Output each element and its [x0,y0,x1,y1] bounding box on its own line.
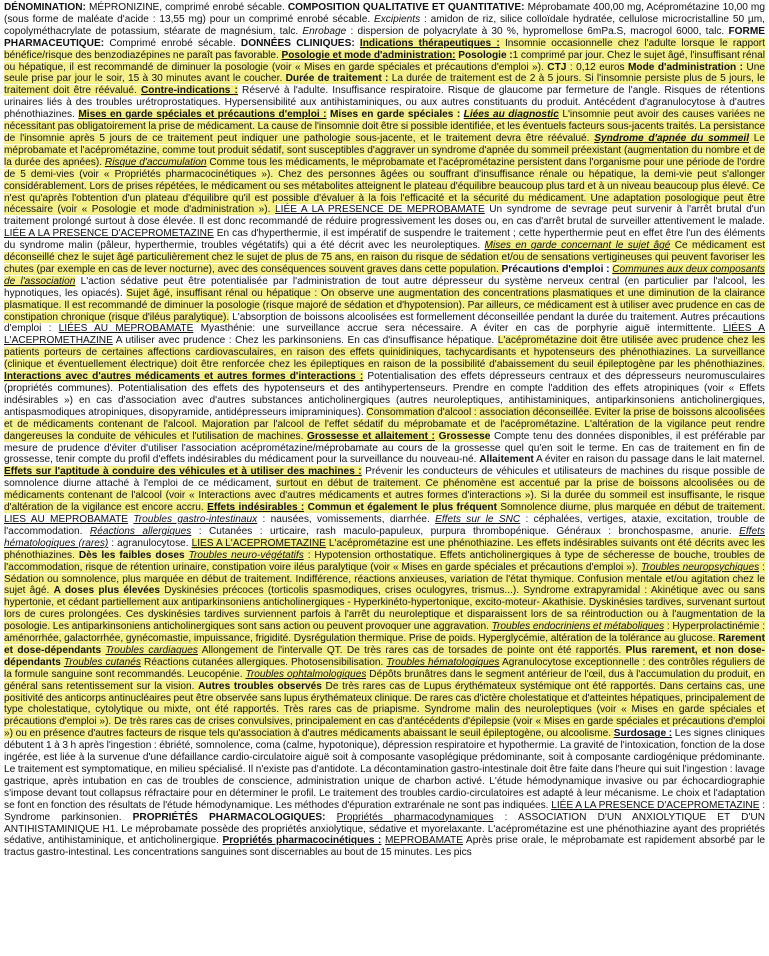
body-text: Myasthénie: une surveillance accrue sera nécessaire. A éviter en cas de porphyrie aiguë intermittente. [193,323,723,335]
body-text: Enrobage [302,25,347,37]
body-text: Comprimé enrobé sécable. [104,37,241,49]
body-text: Un syndrome de sevrage peut survenir à l'arrêt brutal d'un traitement prolongé surtout à dose élevée. Il est donc recommandé de réduire progressivement les doses ou, en cas d'arrêt brutal de surveiller attentivement le malade. [4,204,765,228]
section-heading-text: Posologie et mode d'administration: [281,49,456,61]
body-text: 1 comprimé par jour. Chez le sujet âgé, l'insuffisant rénal ou hépatique, il est recommandé de diminuer la posologie (voir « Mises en garde spéciales et précautions d'emploi »). [4,49,766,73]
body-text: : Hyperprolactinémie : aménorrhée, galactorrhée, gynécomastie, impuissance, frigidité. Dysrégulation thermique. Prise de poids. Hyperglycémie, altération de la tolérance au glucose. [4,621,766,645]
body-text: Ce médicament est déconseillé chez le sujet âgé particulièrement chez le sujet de plus de 75 ans, en raison du risque de sédation et/ou de sensations vertigineuses qui peuvent favoriser les chutes (par exemple en cas de lever nocturne), avec des conséquences souvent graves dans cette population. [4,240,766,275]
body-text: Méprobamate 400,00 mg, Acéprométazine 10,00 mg (sous forme de maléate d'acide : 13,55 mg) pour un comprimé enrobé sécable. [4,2,765,25]
body-text: : 0,12 euros [566,61,628,73]
section-heading-text: Troubles cardiaques [105,644,198,656]
section-heading-text: LIES AU MEPROBAMATE [4,513,129,525]
body-text: Allongement de l'intervalle QT. De très rares cas de torsades de pointe ont été rapportés. [197,644,626,656]
section-heading-text: Troubles cutanés [63,656,141,668]
section-heading-text: Surdosage : [613,728,673,740]
body-text: : Syndrome parkinsonien. [4,799,766,823]
body-text: Excipients [373,13,421,25]
section-heading-text: LIÉE A LA PRESENCE DE MEPROBAMATE [275,204,485,216]
body-text: Dépôts brunâtres dans le segment antérieur de l'œil, dus à l'accumulation du produit, en général sans retentissement sur la vision. [4,668,765,692]
section-heading-text: A doses plus élevées [53,585,161,597]
section-heading-text: DONNÉES CLINIQUES: [240,37,355,49]
section-heading-text: Réactions allergiques [89,525,192,537]
section-heading-text: Grossesse [438,430,491,442]
body-text: : Sédation ou somnolence, plus marquée en début de traitement. Indifférence, réactions anxieuses, variation de l'état thymique. Confusion mentale et/ou agitation chez le sujet âgé. [4,561,765,597]
section-heading-text: LIÉE A LA PRESENCE D'ACEPROMETAZINE [551,799,760,811]
section-heading-text: Contre-indications : [140,85,238,97]
body-text: : Hypotension orthostatique. Effets anticholinergiques à type de sécheresse de bouche, troubles de l'accommodation, risque de rétention urinaire, constipation voire iléus paralytique (voir « Mises en garde spéciales et précautions d'emploi »). [4,549,766,573]
section-heading-text: LIÉES AU MEPROBAMATE [58,323,194,335]
body-text: Somnolence diurne, plus marquée en début de traitement. [496,502,766,514]
body-text: : agranulocytose. [108,537,192,549]
body-text: De très rares cas de Lupus érythémateux systémique ont été rapportés. Dans certains cas, une positivité des anticorps antinucléaires peut être observée sans lupus érythémateux clinique. De rares cas d'ictère cholestatique et d'atteintes hépatiques, principalement de type cholestatique, cytolytique ou mixte, ont été rapportés. Très rares cas de priapisme. Syndrome malin des neuroleptiques (voir « Mises en garde spéciales et précautions d'emploi »). De très rares cas de crises convulsives, principalement en cas d'antécédents d'épilepsie (voir « Mises en garde spéciales et précautions d'emploi ») ou en présence d'autres facteurs de risque tels qu'association à d'autres médicaments abaissant le seuil épileptogène, ou alcoolisme. [4,680,765,740]
body-text: : Cutanées : urticaire, rash maculo-papuleux, purpura thrombopénique. Généraux : bronchospasme, anurie. [191,525,740,537]
section-heading-text: Commun et également le plus fréquent [307,502,497,514]
section-heading-text: CTJ [547,61,567,73]
section-heading-text: COMPOSITION QUALITATIVE ET QUANTITATIVE: [287,2,525,13]
section-heading-text: Propriétés pharmacocinétiques : [222,835,382,847]
body-text: L'insomnie peut avoir des causes variées ne nécessitant pas obligatoirement la prise de médicament. La cause de l'insomnie doit être si possible identifiée, et les éventuels facteurs sous-jacents traités. La persistance de l'insomnie après 5 jours de ce traitement peut indiquer une pathologie sous-jacente, et le traitement devra être réévalué. [4,109,765,144]
section-heading-text: Troubles endocriniens et métaboliques [491,621,665,633]
body-text: Agranulocytose exceptionnelle : des contrôles réguliers de la formule sanguine sont recommandés. Leucopénie. [4,656,765,680]
section-heading-text: Posologie : [458,49,513,61]
body-text: : amidon de riz, silice colloïdale hydratée, cellulose microcristalline 50 µm, copolyméthacrylate de potassium, stéarate de magnésium, talc. [4,13,765,37]
section-heading-text: Risque d'accumulation [104,156,207,168]
section-heading-text: Durée de traitement : [285,73,389,85]
section-heading-text: Communes aux deux composants de l'association [4,263,765,287]
section-heading-text: Mises en garde spéciales : [329,109,461,121]
body-text: Prévenir les conducteurs de véhicules et utilisateurs de machines du risque possible de somnolence diurne attaché à l'emploi de ce médicament, [4,466,765,490]
section-heading-text: FORME PHARMACEUTIQUE: [4,25,766,49]
body-text: surtout en début de traitement. Ce phénomène est accentué par la prise de boissons alcoolisées ou de médicaments contenant de l'alcool (voir « Interactions avec d'autres médicaments et autres formes d'interactions »). Si la durée du sommeil est insuffisante, le risque d'altération de la vigilance est encore accru. [4,478,765,514]
body-text: L'action sédative peut être potentialisée par l'administration de tout autre dépresseur du système nerveux central (en particulier par l'alcool, les hypnotiques, les opiacés). [4,275,765,299]
body-text: Compte tenu des données disponibles, il est préférable par mesure de prudence d'éviter d'utiliser l'association acéprométazine/méprobamate au cours de la grossesse quel qu'en soit le terme. En cas de traitement en fin de grossesse, tenir compte du profil d'effets indésirables du médicament pour la surveillance du nouveau-né. [4,430,765,466]
body-text: A éviter en raison du passage dans le lait maternel. [533,454,765,466]
section-heading-text: Liées au diagnostic [463,109,559,121]
body-text [185,550,189,561]
body-text: Réactions cutanées allergiques. Photosensibilisation. [141,656,387,668]
body-text [325,812,336,823]
body-text: La durée de traitement est de 2 à 5 jours. Si l'insomnie persiste plus de 5 jours, le traitement doit être réévalué. [4,73,766,97]
section-heading-text: Mode d'administration : [627,61,743,73]
section-heading-text: Troubles hématologiques [386,656,500,668]
section-heading-text: Précautions d'emploi : [501,263,610,275]
section-heading-text: Autres troubles observés [198,680,322,692]
section-heading-text: Dès les faibles doses [78,549,185,561]
body-text: Potentialisation des effets dépresseurs centraux et des dépresseurs neuromusculaires (propriétés communes). Potentialisation des effets des hypotenseurs et des antihypertenseurs. Prendre en compte l'addition des effets atropiniques (voir « Effets indésirables ») en cas d'association avec d'autres substances anticholinergiques (autres neuroleptiques, antihistaminiques, antiparkinsoniens anticholinergiques, antispasmodiques atropiniques, disopyramide, antidépresseurs imipraminiques). [4,371,765,418]
body-text: Une seule prise par jour le soir, 15 à 30 minutes avant le coucher. [4,61,766,85]
body-text: : ASSOCIATION D'UN ANXIOLYTIQUE ET D'UN ANTIHISTAMINIQUE H1. Le méprobamate possède des propriétés anxiolytique, sédative et myorelaxante. L'acéprométazine est une phénothiazine ayant des propriétés sédative, antihistaminique, et anticholinergique. [4,811,766,847]
section-heading-text: Effets indésirables : [207,502,305,514]
body-text: : dispersion de polyacrylate à 30 %, hypromellose 6mPa.S, macrogol 6000, talc. [346,25,729,37]
section-heading-text: Grossesse et allaitement : [307,430,435,442]
body-text: Insomnie occasionnelle chez l'adulte lorsque le rapport bénéfice/risque des benzodiazépines ne paraît pas favorable. [4,37,765,61]
body-text: Sujet âgé, insuffisant rénal ou hépatique : On observe une augmentation des concentrations plasmatiques et une diminution de la clairance plasmatique. Il est recommandé de diminuer la posologie (risque majoré de sédation et d'hypotension). Par ailleurs, ce médicament est à utiliser avec prudence en cas de constipation chronique (risque d'iléus paralytique). [4,287,765,323]
body-text: Réservé à l'adulte. Insuffisance respiratoire. Risque de glaucome par fermeture de l'angle. Risques de rétentions urinaires liés à des troubles urétroprostatiques. Hypersensibilité aux antihistaminiques, ou aux autres constituants du produit. Antécédent d'agranulocytose à d'autres phénothiazines. [4,85,765,121]
section-heading-text: MEPROBAMATE [384,835,463,847]
section-heading-text: Troubles gastro-intestinaux [133,513,258,525]
body-text: Comme tous les médicaments, le méprobamate et l'acéprométazine persistent dans l'organisme pour une période de l'ordre de 5 demi-vies (voir « Propriétés pharmacocinétiques »). Chez des personnes âgées ou souffrant d'insuffisance rénale ou hépatique, la demi-vie peut s'allonger considérablement. Lors de prises répétées, le médicament ou ses métabolites atteignent le plateau d'équilibre beaucoup plus tard et à un niveau beaucoup plus élevé. Ce n'est qu'après l'obtention d'un plateau d'équilibre qu'il est possible d'évaluer à la fois l'efficacité et la sécurité du médicament. Une adaptation posologique peut être nécessaire (voir « Posologie et mode d'administration »). [4,156,765,216]
body-text: Le méprobamate et l'acéprométazine, comme tout produit sédatif, sont susceptibles d'aggraver un syndrome d'apnée du sommeil préexistant (augmentation du nombre et de la durée des apnées). [4,132,766,168]
section-heading-text: Effets hématologiques (rares) [4,525,765,549]
section-heading-text: Interactions avec d'autres médicaments et autres formes d'interactions : [4,371,364,383]
body-text: : céphalées, vertiges, ataxie, excitation, trouble de l'accommodation. [4,513,765,537]
section-heading-text: Troubles neuro-végétatifs [188,549,304,561]
section-heading-text: Effets sur le SNC [435,513,521,525]
section-heading-text: LIES A L'ACEPROMETAZINE [191,537,326,549]
section-heading-text: Troubles neuropsychiques [641,561,760,573]
body-text: MÉPRONIZINE, comprimé enrobé sécable. [85,2,288,13]
section-heading-text: Propriétés pharmacodynamiques [336,811,494,823]
section-heading-text: LIÉES A L'ACEPROMETHAZINE [4,323,765,347]
section-heading-text: Indications thérapeutiques : [359,37,500,49]
leaflet-text-body [4,2,765,859]
body-text: Dyskinésies précoces (torticolis spasmodiques, crises oculogyres, trismus...). Syndrome extrapyramidal : Akinétique avec ou sans hypertonie, et cédant partiellement aux antiparkinsoniens anticholinergiques - Hyperkinéto-hypertonique, excito-moteur- Akathisie. Dyskinésies tardives, survenant surtout lors de cures prolongées. Ces dyskinésies tardives surviennent parfois à l'arrêt du neuroleptique et disparaissent lors de sa réintroduction ou à l'augmentation de la posologie. Les antiparkinsoniens anticholinergiques sont sans action ou peuvent provoquer une aggravation. [4,585,765,633]
section-heading-text: PROPRIÉTÉS PHARMACOLOGIQUES: [132,811,326,823]
body-text: Après prise orale, le méprobamate est rapidement absorbé par le tractus gastro-intestinal. Les concentrations sanguines sont discernables au bout de 15 minutes. Les pics [4,835,766,859]
section-heading-text: Troubles ophtalmologiques [245,668,367,680]
body-text: L'absorption de boissons alcoolisées est formellement déconseillée pendant la durée du traitement. Autres précautions d'emploi : [4,311,765,335]
body-text: Les signes cliniques débutent 1 à 3 h après l'ingestion : ébriété, somnolence, coma (calme, hypotonique), dépression respiratoire et hypothermie. La gravité de l'intoxication, fonction de la dose ingérée, est liée à la survenue d'une défaillance cardio-circulatoire aiguë soit à composante vasoplégique prédominante, soit à composante cardiogénique prédominante. Le traitement est symptomatique, en milieu spécialisé. Il n'existe pas d'antidote. La décontamination gastro-intestinale doit être faite dans l'heure qui suit l'ingestion : lavage gastrique, après intubation en cas de troubles de conscience, administration unique de charbon activé. L'étude hémodynamique invasive ou par échocardiographie s'impose devant tout collapsus réfractaire pour en déterminer le profil. Le traitement des troubles cardio-circulatoires est adapté à leur mécanisme. Le choix et l'adaptation se font en fonction des résultats de l'étude hémodynamique. Les méthodes d'épuration extrarénale ne sont pas indiquées. [4,728,765,811]
section-heading-text: Rarement et dose-dépendants [4,633,765,656]
section-heading-text: Mises en garde concernant le sujet âgé [484,240,671,252]
body-text: L'acéprométazine est une phénothiazine. Les effets indésirables suivants ont été décrits avec les phénothiazines. [4,537,765,561]
section-heading-text: DÉNOMINATION: [4,2,86,13]
section-heading-text: Syndrome d'apnée du sommeil [594,132,750,144]
body-text: Consommation d'alcool : association déconseillée. Eviter la prise de boissons alcoolisées et de médicaments contenant de l'alcool. Majoration par l'alcool de l'effet sédatif du méprobamate et de l'acéprométazine. L'altération de la vigilance peut rendre dangereuses la conduite de véhicules et l'utilisation de machines. [4,406,765,442]
section-heading-text: Mises en garde spéciales et précautions d'emploi : [78,109,327,121]
body-text: L'acéprométazine doit être utilisée avec prudence chez les patients porteurs de certaines affections cardiovasculaires, en raison des effets quinidiniques, tachycardisants et hypotenseurs des phénothiazines. La surveillance (clinique et éventuellement électrique) doit être renforcée chez les épileptiques en raison de la possibilité d'abaissement du seuil épileptogène par les phénothiazines. [4,335,765,371]
section-heading-text: Allaitement [479,454,534,466]
body-text: A utiliser avec prudence : Chez les parkinsoniens. En cas d'insuffisance hépatique. [112,335,498,347]
body-text: : nausées, vomissements, diarrhée. [257,513,436,525]
section-heading-text: LIÉE A LA PRESENCE D'ACEPROMETAZINE [4,228,214,240]
section-heading-text: Plus rarement, et non dose-dépendants [4,644,765,668]
section-heading-text: Effets sur l'aptitude à conduire des véhicules et à utiliser des machines : [4,466,362,478]
body-text: En cas d'hyperthermie, il est impératif de suspendre le traitement ; cette hyperthermie peut en effet être l'un des éléments du syndrome malin (pâleur, hyperthermie, troubles végétatifs) qui a été décrit avec les neuroleptiques. [4,228,766,252]
